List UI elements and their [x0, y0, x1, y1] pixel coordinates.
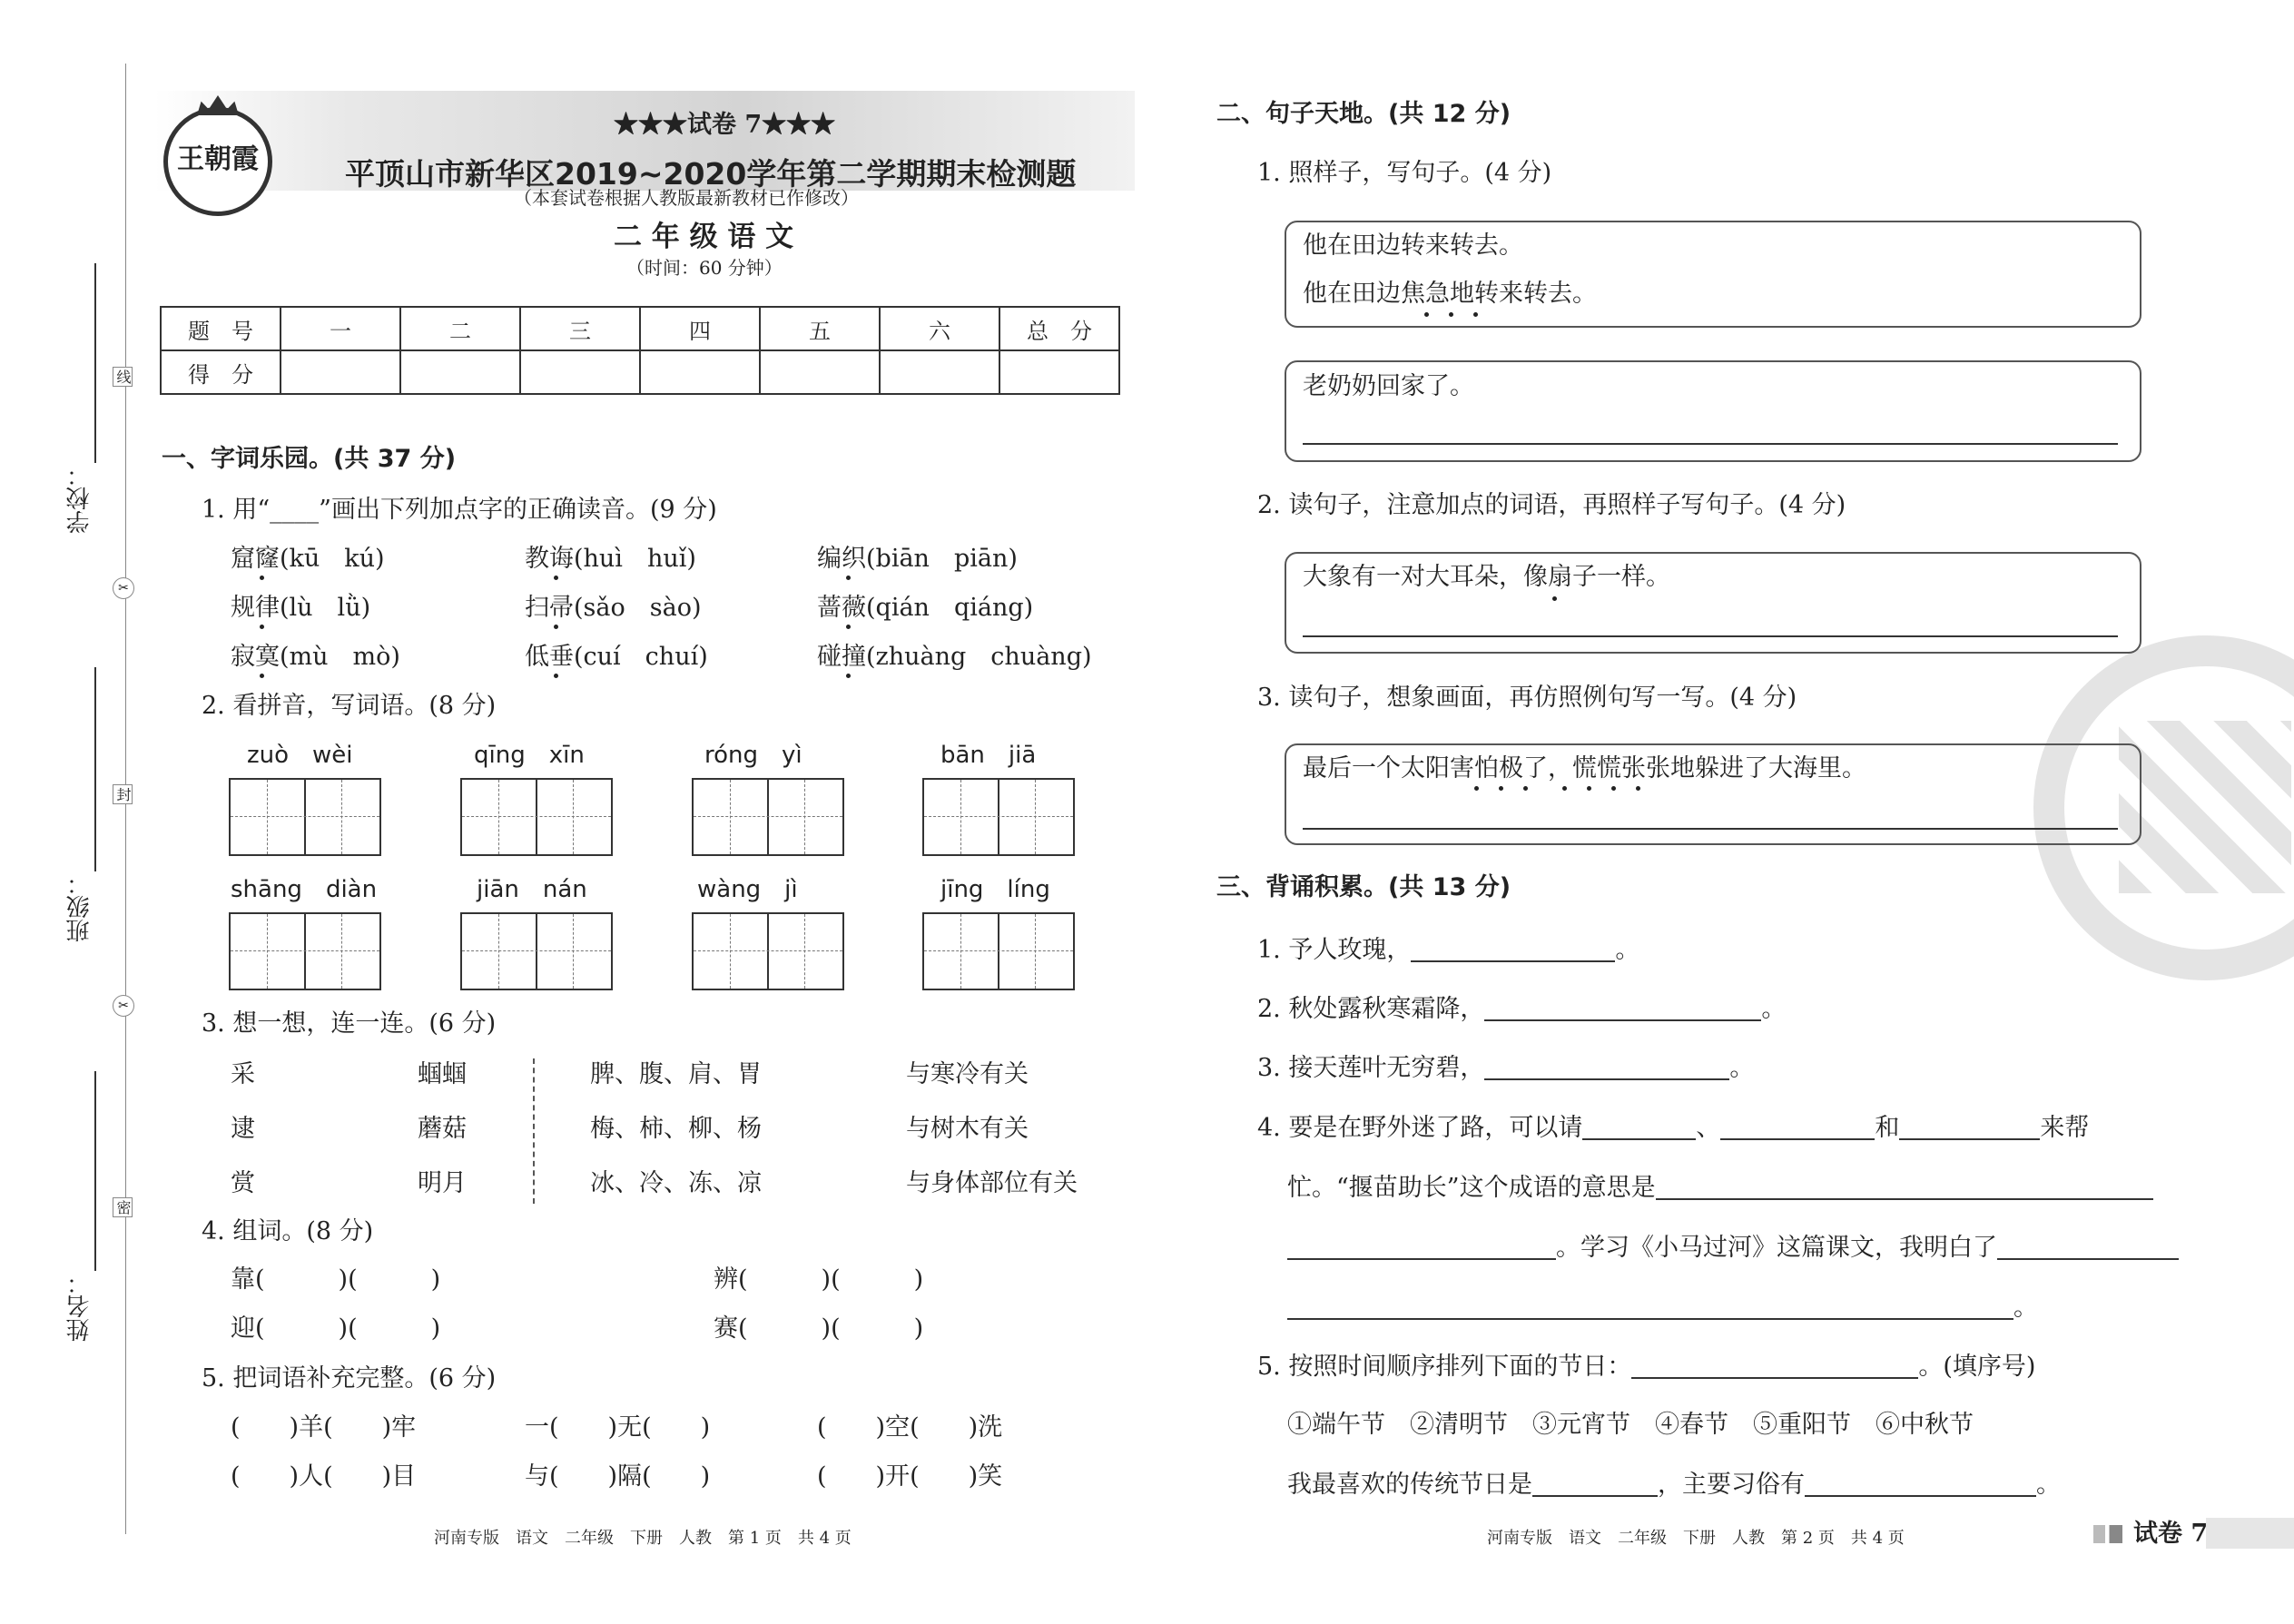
- p3q3-label: 3. 接天莲叶无穷碧，: [1257, 1054, 1485, 1082]
- p2q2-title: 2. 读句子，注意加点的词语，再照样子写句子。(4 分): [1257, 491, 1846, 519]
- emphasis-dot: [260, 625, 264, 629]
- word-group-row[interactable]: 迎( )( ): [231, 1314, 441, 1343]
- pinyin-label: wàng jì: [697, 876, 798, 903]
- match-item[interactable]: 明月: [418, 1169, 467, 1197]
- p3q4-line1: [1257, 1115, 2089, 1140]
- answer-blank[interactable]: [1532, 1471, 1658, 1497]
- word-group-row[interactable]: 靠( )( ): [231, 1265, 441, 1294]
- q1-item: 教诲(huì huǐ): [525, 545, 696, 573]
- emphasis-dot: [260, 576, 264, 580]
- period: 。: [1761, 995, 1787, 1023]
- school-field[interactable]: [94, 263, 96, 463]
- period: 。: [1729, 1054, 1755, 1082]
- writing-grid[interactable]: [692, 912, 844, 990]
- answer-blank[interactable]: [1656, 1175, 2153, 1200]
- score-input-cell[interactable]: [760, 350, 880, 394]
- emphasis-dot: [554, 674, 558, 678]
- match-item[interactable]: 蘑菇: [418, 1115, 467, 1143]
- answer-blank[interactable]: [1287, 1235, 1556, 1260]
- pinyin-label: róng yì: [704, 742, 802, 769]
- answer-blank[interactable]: [1582, 1115, 1696, 1140]
- answer-blank[interactable]: [1899, 1115, 2040, 1140]
- part1-heading: 一、字词乐园。(共 37 分): [162, 445, 457, 473]
- q1-title: 1. 用“____”画出下列加点字的正确读音。(9 分): [202, 496, 717, 524]
- match-item[interactable]: 梅、柿、柳、杨: [590, 1115, 762, 1143]
- score-table-cell: 总 分: [999, 307, 1119, 350]
- writing-grid[interactable]: [922, 778, 1075, 856]
- seal-mi: 密: [113, 1197, 133, 1217]
- emphasis-dot: [1552, 596, 1557, 601]
- pinyin-label: shāng diàn: [231, 876, 378, 903]
- emphasis-dot: [1424, 312, 1429, 317]
- score-table-score-row: [161, 350, 1119, 394]
- emphasis-dot: [1636, 786, 1640, 791]
- score-table-cell: 四: [640, 307, 760, 350]
- footer-right: 河南专版 语文 二年级 下册 人教 第 2 页 共 4 页: [1487, 1529, 1905, 1548]
- p3q3-text: [1257, 1055, 1754, 1080]
- q1-item: 扫帚(sǎo sào): [525, 594, 702, 622]
- example-sentence: 他在田边焦急地转来转去。: [1303, 280, 1597, 308]
- emphasis-dot: [554, 576, 558, 580]
- p3q4-line2: [1287, 1175, 2153, 1200]
- idiom-fill[interactable]: 一( )无( ): [525, 1413, 711, 1442]
- emphasis-dot: [1449, 312, 1453, 317]
- q3-title: 3. 想一想，连一连。(6 分): [202, 1009, 497, 1038]
- exam-title: 平顶山市新华区2019~2020学年第二学期期末检测题: [345, 156, 1077, 192]
- q5-title: 5. 把词语补充完整。(6 分): [202, 1364, 497, 1393]
- score-table-cell: 题 号: [161, 307, 281, 350]
- emphasis-dot: [1562, 786, 1567, 791]
- answer-blank[interactable]: [1484, 996, 1761, 1021]
- exam-time: （时间：60 分钟）: [626, 257, 783, 279]
- q2-title: 2. 看拼音，写词语。(8 分): [202, 692, 497, 720]
- score-table-header-row: [161, 307, 1119, 350]
- score-input-cell[interactable]: [999, 350, 1119, 394]
- emphasis-dot: [1474, 786, 1479, 791]
- q4-title: 4. 组词。(8 分): [202, 1217, 374, 1245]
- p3q5-text: [1257, 1353, 2035, 1379]
- name-field[interactable]: [94, 1071, 96, 1271]
- pinyin-label: bān jiā: [940, 742, 1037, 769]
- match-item[interactable]: 与树木有关: [906, 1115, 1029, 1143]
- fav-label: 我最喜欢的传统节日是: [1287, 1471, 1532, 1499]
- p3q1-label: 1. 予人玫瑰，: [1257, 936, 1412, 964]
- exam-subject: 二 年 级 语 文: [614, 221, 794, 253]
- paper-label: ★★★试卷 7★★★: [614, 111, 836, 139]
- emphasis-dot: [260, 674, 264, 678]
- p3q4-label: 4. 要是在野外迷了路，可以请: [1257, 1114, 1583, 1142]
- idiom-fill[interactable]: ( )人( )目: [231, 1462, 417, 1491]
- writing-grid[interactable]: [460, 778, 613, 856]
- match-item[interactable]: 蝈蝈: [418, 1060, 467, 1088]
- q1-item: 蔷薇(qián qiáng): [817, 594, 1034, 622]
- favorite-festival: [1287, 1471, 2061, 1497]
- pinyin-label: jiān nán: [477, 876, 587, 903]
- match-divider: [533, 1058, 535, 1204]
- emphasis-dot: [1473, 312, 1478, 317]
- q1-item: 规律(lù lǜ): [231, 594, 371, 622]
- logo-badge: [163, 107, 272, 216]
- word-group-row[interactable]: 辨( )( ): [714, 1265, 924, 1294]
- word-group-row[interactable]: 赛( )( ): [714, 1314, 924, 1343]
- emphasis-dot: [1587, 786, 1591, 791]
- p3q4-label2: 忙。“揠苗助长”这个成语的意思是: [1287, 1174, 1656, 1202]
- answer-blank[interactable]: [1805, 1471, 2036, 1497]
- score-table-cell: 二: [400, 307, 520, 350]
- match-item[interactable]: 与身体部位有关: [906, 1169, 1078, 1197]
- example-sentence: 大象有一对大耳朵，像扇子一样。: [1303, 563, 1670, 591]
- score-input-cell[interactable]: [520, 350, 640, 394]
- writing-grid[interactable]: [229, 912, 381, 990]
- page-badge-bar: [2206, 1518, 2294, 1549]
- p3q2-text: [1257, 996, 1786, 1021]
- emphasis-dot: [846, 576, 851, 580]
- pinyin-label: qīng xīn: [474, 742, 585, 769]
- answer-line[interactable]: [1303, 635, 2118, 637]
- writing-grid[interactable]: [692, 778, 844, 856]
- emphasis-dot: [846, 674, 851, 678]
- score-input-cell[interactable]: [640, 350, 760, 394]
- match-item[interactable]: 冰、冷、冻、凉: [590, 1169, 762, 1197]
- school-label: 学校：: [66, 463, 94, 534]
- match-item[interactable]: 采: [231, 1060, 255, 1088]
- scissors-icon: ✂: [113, 995, 134, 1017]
- writing-grid[interactable]: [922, 912, 1075, 990]
- p3q4-line3: [1287, 1235, 2179, 1260]
- sep: 来帮: [2040, 1114, 2090, 1142]
- seal-watermark-mark: [2119, 721, 2291, 893]
- badge-squares-icon: [2093, 1525, 2122, 1543]
- fav-label2: ，主要习俗有: [1658, 1471, 1805, 1499]
- p3q5-suffix: 。(填序号): [1918, 1353, 2036, 1381]
- emphasis-dot: [554, 625, 558, 629]
- p2q3-title: 3. 读句子，想象画面，再仿照例句写一写。(4 分): [1257, 684, 1797, 712]
- period: 。: [2013, 1294, 2038, 1322]
- emphasis-dot: [846, 625, 851, 629]
- match-item[interactable]: 赏: [231, 1169, 255, 1197]
- name-label: 姓名：: [66, 1271, 94, 1342]
- example-sentence: 最后一个太阳害怕极了，慌慌张张地躲进了大海里。: [1303, 754, 1866, 782]
- pinyin-label: jīng líng: [940, 876, 1050, 903]
- p3q1-text: [1257, 937, 1639, 962]
- answer-blank[interactable]: [1287, 1294, 2013, 1320]
- idiom-fill[interactable]: ( )开( )笑: [817, 1462, 1003, 1491]
- score-table-cell: 一: [281, 307, 400, 350]
- period: 。: [2036, 1471, 2061, 1499]
- idiom-fill[interactable]: ( )空( )洗: [817, 1413, 1003, 1442]
- seal-xian: 线: [113, 367, 133, 387]
- answer-blank[interactable]: [1631, 1353, 1918, 1379]
- idiom-fill[interactable]: 与( )隔( ): [525, 1462, 711, 1491]
- class-label: 班级：: [66, 871, 94, 942]
- score-input-cell[interactable]: [880, 350, 999, 394]
- sep: 、: [1696, 1114, 1721, 1142]
- q1-item: 寂寞(mù mò): [231, 643, 400, 671]
- p3q2-label: 2. 秋处露秋寒霜降，: [1257, 995, 1485, 1023]
- q1-item: 碰撞(zhuàng chuàng): [817, 643, 1092, 671]
- match-item[interactable]: 逮: [231, 1115, 255, 1143]
- q1-item: 窟窿(kū kú): [231, 545, 385, 573]
- score-input-cell[interactable]: [400, 350, 520, 394]
- p3q4-label3: 。学习《小马过河》这篇课文，我明白了: [1556, 1234, 1997, 1262]
- answer-blank[interactable]: [1997, 1235, 2179, 1260]
- score-table-cell: 得 分: [161, 350, 281, 394]
- score-table-cell: 六: [880, 307, 999, 350]
- seal-feng: 封: [113, 784, 133, 804]
- p3q5-label: 5. 按照时间顺序排列下面的节日：: [1257, 1353, 1632, 1381]
- scissors-icon: ✂: [113, 577, 134, 599]
- exam-subtitle: （本套试卷根据人教版最新教材已作修改）: [514, 187, 859, 209]
- emphasis-dot: [1523, 786, 1528, 791]
- task-sentence: 老奶奶回家了。: [1303, 372, 1474, 400]
- period: 。: [1615, 936, 1640, 964]
- score-input-cell[interactable]: [281, 350, 400, 394]
- answer-blank[interactable]: [1411, 937, 1615, 962]
- q1-item: 低垂(cuí chuí): [525, 643, 708, 671]
- answer-blank[interactable]: [1720, 1115, 1875, 1140]
- part3-heading: 三、背诵积累。(共 13 分): [1216, 873, 1511, 901]
- emphasis-dot: [1499, 786, 1503, 791]
- page-badge: 试卷 7: [2133, 1520, 2209, 1548]
- footer-left: 河南专版 语文 二年级 下册 人教 第 1 页 共 4 页: [434, 1529, 852, 1548]
- class-field[interactable]: [94, 667, 96, 871]
- writing-grid[interactable]: [229, 778, 381, 856]
- match-item[interactable]: 脾、腹、肩、胃: [590, 1060, 762, 1088]
- p2q1-title: 1. 照样子，写句子。(4 分): [1257, 159, 1552, 187]
- match-item[interactable]: 与寒冷有关: [906, 1060, 1029, 1088]
- idiom-fill[interactable]: ( )羊( )牢: [231, 1413, 417, 1442]
- emphasis-dot: [1611, 786, 1616, 791]
- answer-blank[interactable]: [1484, 1055, 1729, 1080]
- logo-text: 王朝霞: [177, 143, 259, 175]
- part2-heading: 二、句子天地。(共 12 分): [1216, 100, 1511, 128]
- p3q4-line4: [1287, 1294, 2038, 1320]
- writing-grid[interactable]: [460, 912, 613, 990]
- score-table-cell: 三: [520, 307, 640, 350]
- score-table-cell: 五: [760, 307, 880, 350]
- festival-list: ①端午节 ②清明节 ③元宵节 ④春节 ⑤重阳节 ⑥中秋节: [1287, 1411, 1974, 1439]
- pinyin-label: zuò wèi: [247, 742, 353, 769]
- answer-line[interactable]: [1303, 443, 2118, 445]
- answer-line[interactable]: [1303, 828, 2118, 830]
- q1-item: 编织(biān piān): [817, 545, 1018, 573]
- sep: 和: [1875, 1114, 1900, 1142]
- score-table: [160, 306, 1120, 395]
- example-sentence: 他在田边转来转去。: [1303, 231, 1523, 260]
